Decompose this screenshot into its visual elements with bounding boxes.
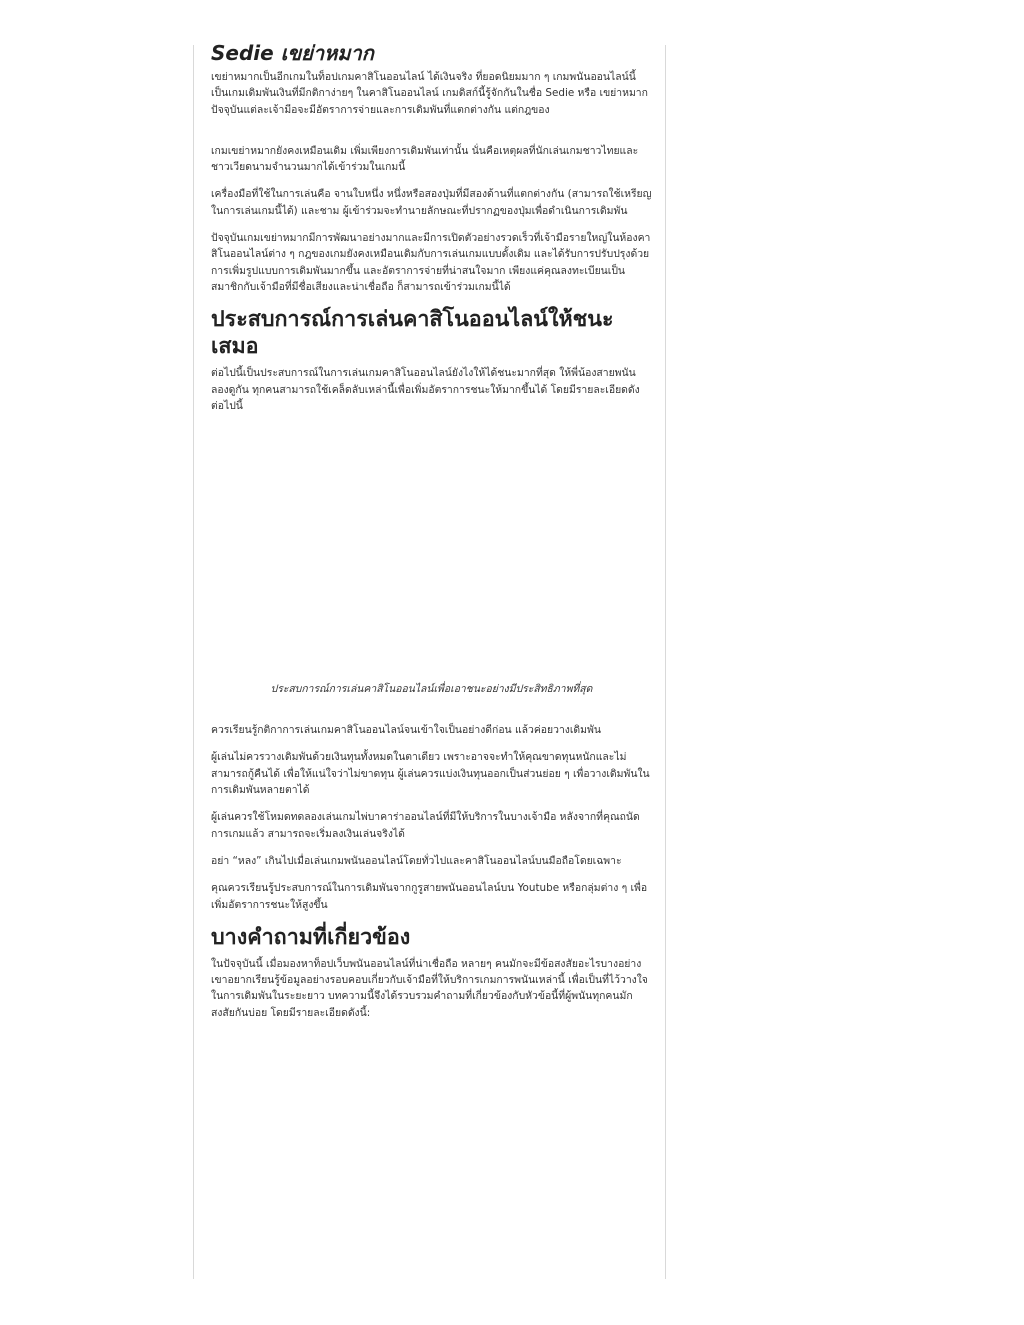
paragraph-rules: เกมเขย่าหมากยังคงเหมือนเดิม เพิ่มเพียงการเดิมพันเท่านั้น นั่นคือเหตุผลที่นักเล่นเกมชาวไทยและชาวเวียดนามจำนวนมากได้เข้าร่วมในเกมนี้ <box>211 144 639 174</box>
intro-title: Sedie เขย่าหมาก <box>211 41 374 65</box>
tip-item: คุณควรเรียนรู้ประสบการณ์ในการเดิมพันจากกูรูสายพนันออนไลน์บน Youtube หรือกลุ่มต่าง ๆ เพื่อเพิ่มอัตราการชนะให้สูงขึ้น <box>211 882 648 911</box>
section-intro-experience: ต่อไปนี้เป็นประสบการณ์ในการเล่นเกมคาสิโนออนไลน์ยังไงให้ได้ชนะมากที่สุด ให้พี่น้องสายพนันลองดูกัน ทุกคนสามารถใช้เคล็ดลับเหล่านี้เพื่อเพิ่มอัตราการชนะให้มากขึ้นได้ โดยมีรายละเอียดดังต่อไปนี้ <box>211 367 640 412</box>
tip-item: ผู้เล่นควรใช้โหมดทดลองเล่นเกมไพ่บาคาร่าออนไลน์ที่มีให้บริการในบางเจ้ามือ หลังจากที่คุณถนัดการเกมแล้ว สามารถจะเริ่มลงเงินเล่นจริงได้ <box>211 811 640 840</box>
tip-item: อย่า “หลง” เกินไปเมื่อเล่นเกมพนันออนไลน์โดยทั่วไปและคาสิโนออนไลน์บนมือถือโดยเฉพาะ <box>211 854 622 867</box>
tip-item: ควรเรียนรู้กติกาการเล่นเกมคาสิโนออนไลน์จนเข้าใจเป็นอย่างดีก่อน แล้วค่อยวางเดิมพัน <box>211 724 601 737</box>
tip-item: ผู้เล่นไม่ควรวางเดิมพันด้วยเงินทุนทั้งหมดในตาเดียว เพราะอาจจะทำให้คุณขาดทุนหนักและไม่สามารถกู้คืนได้ เพื่อให้แน่ใจว่าไม่ขาดทุน ผู้เล่นควรแบ่งเงินทุนออกเป็นส่วนย่อย ๆ เพื่อวางเดิมพันในการเดิมพันหลายตาได้ <box>211 751 650 797</box>
paragraph-equipment: เครื่องมือที่ใช้ในการเล่นคือ จานใบหนึ่ง หนึ่งหรือสองปุ่มที่มีสองด้านที่แตกต่างกัน (สามารถใช้เหรียญในการเล่นเกมนี้ได้) และชาม ผู้เข้าร่วมจะทำนายลักษณะที่ปรากฏของปุ่มเพื่อดำเนินการเดิมพัน <box>211 188 652 217</box>
intro-spacer <box>211 129 652 143</box>
article-image <box>211 425 652 681</box>
image-caption: ประสบการณ์การเล่นคาสิโนออนไลน์เพื่อเอาชนะอย่างมีประสิทธิภาพที่สุด <box>270 683 593 696</box>
article-column <box>193 41 666 1279</box>
article-content <box>211 40 652 1032</box>
section-intro-faq: ในปัจจุบันนี้ เมื่อมองหาท็อปเว็บพนันออนไลน์ที่น่าเชื่อถือ หลายๆ คนมักจะมีข้อสงสัยอะไรบางอย่าง เขาอยากเรียนรู้ข้อมูลอย่างรอบคอบเกี่ยวกับเจ้ามือที่ให้บริการเกมการพนันเหล่านี้ เพื่อเป็นที่ไว้วางใจในการเดิมพันในระยะยาว บทความนี้จึงได้รวบรวมคำถามที่เกี่ยวข้องกับหัวข้อนี้ที่ผู้พนันทุกคนมักสงสัยกันบ่อย โดยมีรายละเอียดดังนี้: <box>211 957 648 1019</box>
section-heading-experience: ประสบการณ์การเล่นคาสิโนออนไลน์ให้ชนะเสมอ <box>211 307 614 360</box>
intro-paragraph: เขย่าหมากเป็นอีกเกมในท็อปเกมคาสิโนออนไลน์ ได้เงินจริง ที่ยอดนิยมมาก ๆ เกมพนันออนไลน์นี้เป็นเกมเดิมพันเงินที่มีกติกาง่ายๆ ในคาสิโนออนไลน์ เกมดิสก์นี้รู้จักกันในชื่อ Sedie หรือ เขย่าหมาก ปัจจุบันแต่ละเจ้ามีอจะมีอัตราการจ่ายและการเดิมพันที่แตกต่างกัน แต่กฎของ <box>211 71 648 116</box>
section-heading-faq: บางคำถามที่เกี่ยวข้อง <box>211 924 411 950</box>
paragraph-current: ปัจจุบันเกมเขย่าหมากมีการพัฒนาอย่างมากและมีการเปิดตัวอย่างรวดเร็วที่เจ้ามือรายใหญ่ในห้องคาสิโนออนไลน์ต่าง ๆ กฎของเกมยังคงเหมือนเดิมกับการเล่นเกมแบบดั้งเดิม และได้รับการปรับปรุงด้วยการเพิ่มรูปแบบการเดิมพันมากขึ้น และอัตราการจ่ายที่น่าสนใจมาก เพียงแค่คุณลงทะเบียนเป็นสมาชิกกับเจ้ามือที่มีชื่อเสียงและน่าเชื่อถือ ก็สามารถเข้าร่วมเกมนี้ได้ <box>211 232 651 293</box>
